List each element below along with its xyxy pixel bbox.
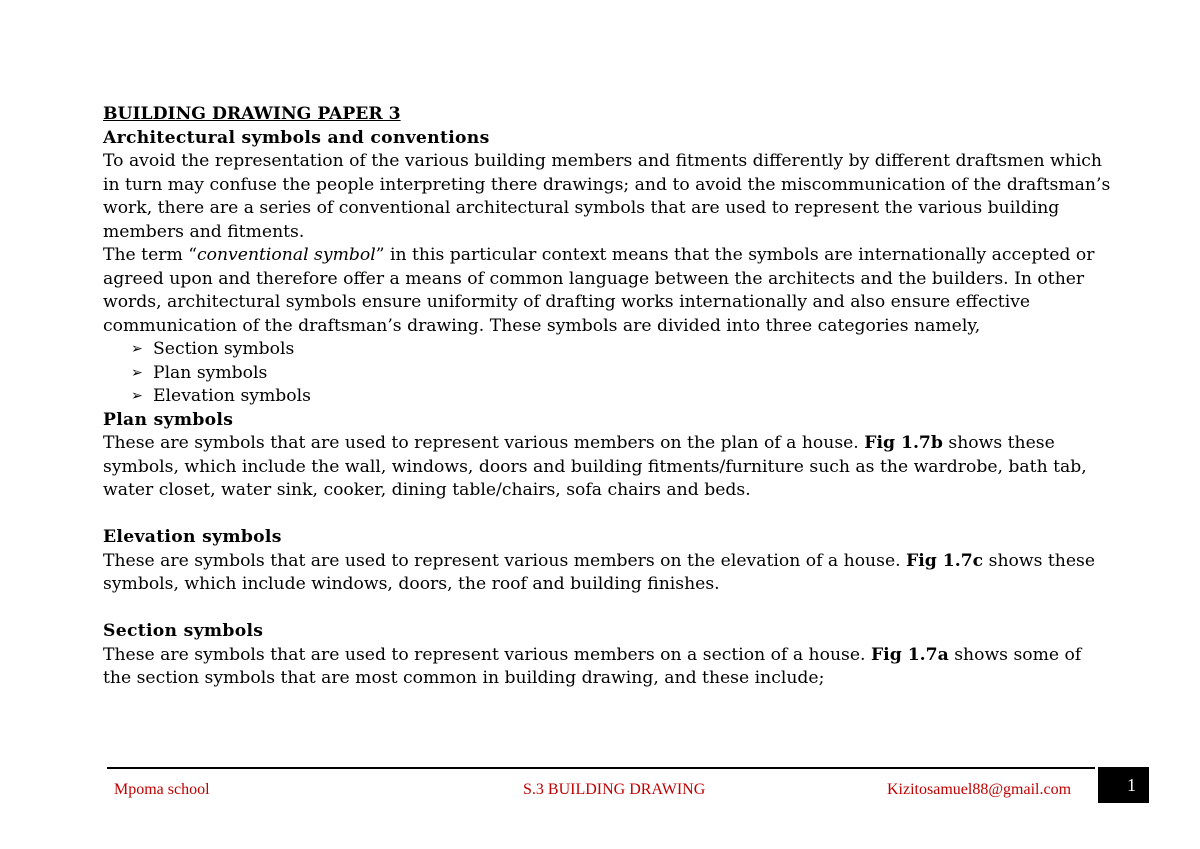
page-number-box bbox=[1098, 767, 1149, 803]
category-label: Plan symbols bbox=[153, 362, 268, 383]
section-text-pre: These are symbols that are used to represent various members on a section of a house. bbox=[103, 644, 871, 665]
term-paragraph bbox=[103, 244, 1113, 338]
arrow-bullet-icon: ➢ bbox=[131, 341, 143, 357]
section-symbols-paragraph bbox=[103, 644, 1113, 691]
plan-symbols-heading: Plan symbols bbox=[103, 409, 234, 430]
footer-course: S.3 BUILDING DRAWING bbox=[523, 781, 706, 798]
arrow-bullet-icon: ➢ bbox=[131, 364, 143, 381]
elevation-symbols-paragraph bbox=[103, 550, 1113, 597]
term-post: ” in this particular context means that the symbols are internationally accepted or agreed upon and therefore offer a means of common language between the architects and the builders. In other words, architectural symbols ensure uniformity of drafting works internationally and also ensure effective communication of the draftsman’s drawing. These symbols are divided into three categories namely, bbox=[103, 245, 1095, 336]
category-label: Section symbols bbox=[153, 339, 295, 359]
section-symbols-heading: Section symbols bbox=[103, 621, 264, 641]
footer-divider bbox=[107, 767, 1095, 769]
section-heading-conventions: Architectural symbols and conventions bbox=[103, 127, 490, 148]
section-text-post: shows some of the section symbols that are most common in building drawing, and these include; bbox=[103, 644, 1082, 688]
term-italic: conventional symbol bbox=[197, 245, 376, 265]
elevation-fig-ref: Fig 1.7c bbox=[906, 550, 984, 571]
document-title: BUILDING DRAWING PAPER 3 bbox=[103, 104, 401, 124]
document-body bbox=[103, 103, 1113, 691]
plan-fig-ref: Fig 1.7b bbox=[864, 433, 943, 453]
footer-school: Mpoma school bbox=[114, 781, 210, 798]
arrow-bullet-icon: ➢ bbox=[131, 388, 143, 404]
footer-email: Kizitosamuel88@gmail.com bbox=[887, 781, 1072, 798]
page-number: 1 bbox=[1127, 775, 1136, 795]
plan-text-pre: These are symbols that are used to represent various members on the plan of a house. bbox=[103, 433, 865, 453]
term-pre: The term “ bbox=[103, 245, 198, 265]
list-item bbox=[131, 362, 1113, 386]
plan-symbols-paragraph bbox=[103, 432, 1113, 503]
elevation-text-post: shows these symbols, which include windows, doors, the roof and building finishes. bbox=[103, 550, 1095, 594]
elevation-text-pre: These are symbols that are used to represent various members on the elevation of a house. bbox=[103, 550, 907, 571]
categories-list bbox=[103, 338, 1113, 409]
plan-text-post: shows these symbols, which include the wall, windows, doors and building fitments/furniture such as the wardrobe, bath tab, water closet, water sink, cooker, dining table/chairs, sofa chairs and beds. bbox=[103, 433, 1087, 500]
elevation-symbols-heading: Elevation symbols bbox=[103, 527, 282, 547]
section-fig-ref: Fig 1.7a bbox=[870, 644, 949, 665]
intro-paragraph: To avoid the representation of the various building members and fitments differently by different draftsmen which in turn may confuse the people interpreting there drawings; and to avoid the miscommunication of the draftsman’s work, there are a series of conventional architectural symbols that are used to represent the various building members and fitments. bbox=[103, 151, 1111, 242]
list-item bbox=[131, 385, 1113, 409]
category-label: Elevation symbols bbox=[153, 386, 311, 406]
list-item bbox=[131, 338, 1113, 362]
